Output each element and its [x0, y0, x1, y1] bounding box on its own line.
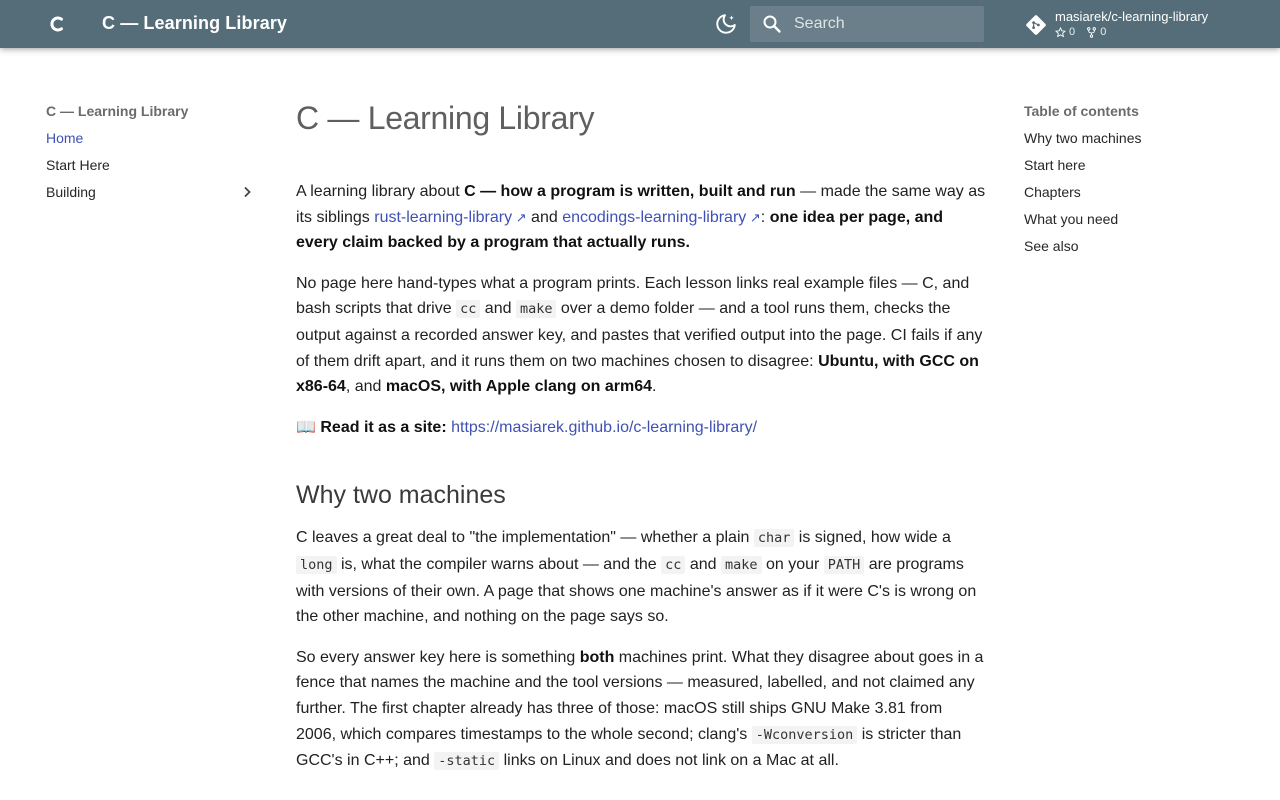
table-of-contents: [1024, 101, 1244, 256]
book-icon: 📖: [296, 418, 316, 436]
fork-icon: [1086, 27, 1097, 38]
bold-text: macOS, with Apple clang on arm64: [385, 378, 652, 396]
text: is, what the compiler warns about — and the: [336, 555, 662, 573]
inline-code: make: [721, 556, 762, 574]
text: links on Linux and does not link on a Mac at all.: [499, 752, 839, 770]
chevron-right-icon[interactable]: [238, 183, 256, 201]
nav-item-start-here[interactable]: Start Here: [46, 157, 110, 173]
inline-code: cc: [456, 300, 480, 318]
repo-forks: [1086, 26, 1106, 38]
search-box[interactable]: [750, 6, 984, 42]
repo-facts: [1055, 26, 1114, 41]
bold-text: one idea per page, and every claim backed by a program that actually runs.: [296, 208, 944, 252]
nav-item-building-label: Building: [46, 184, 96, 200]
text: on your: [761, 555, 824, 573]
primary-navigation: [46, 101, 258, 202]
text: are programs with versions of their own. A page that shows one machine's answer as if it were C's is wrong on the other machine, and nothing on the page says so.: [296, 555, 977, 626]
text: — made the same way as its siblings: [296, 183, 986, 226]
text: is signed, how wide a: [794, 529, 951, 547]
implementation-paragraph: [296, 525, 986, 629]
text: and: [685, 555, 721, 573]
site-link-paragraph: [296, 415, 986, 441]
search-icon: [762, 14, 782, 34]
bold-text: both: [579, 648, 615, 666]
text: is stricter than GCC's in C++; and: [296, 725, 962, 770]
verification-paragraph: [296, 271, 986, 400]
inline-code: -static: [434, 752, 499, 770]
toc-item-start-here[interactable]: Start here: [1024, 157, 1086, 173]
toc-item-why-two-machines[interactable]: Why two machines: [1024, 130, 1142, 146]
toc-item-see-also[interactable]: See also: [1024, 238, 1079, 254]
c-logo-icon[interactable]: [48, 14, 68, 34]
rust-library-link[interactable]: rust-learning-library ↗: [374, 209, 526, 226]
encodings-library-link[interactable]: encodings-learning-library ↗: [562, 209, 761, 226]
text: A learning library about: [296, 183, 465, 200]
top-header: [0, 0, 1280, 48]
site-title[interactable]: C — Learning Library: [102, 13, 288, 33]
star-icon: [1055, 27, 1066, 38]
main-content: [296, 96, 986, 775]
inline-code: -Wconversion: [752, 726, 858, 744]
text: .: [652, 378, 657, 396]
text: So every answer key here is something: [296, 648, 580, 666]
dark-mode-toggle-icon[interactable]: [714, 12, 738, 36]
text: C leaves a great deal to "the implementation" — whether a plain: [296, 529, 754, 547]
nav-item-home[interactable]: Home: [46, 130, 84, 146]
text: machines print. What they disagree about goes in a fence that names the machine and the tool versions — measured, labelled, and not claimed any further. The first chapter already has three of those: macOS still ships GNU Make 3.81 from 2006, which compares timestamps to the whole second; clang's: [296, 648, 984, 743]
bold-text: C — how a program is written, built and run: [464, 183, 796, 200]
nav-title: C — Learning Library: [46, 103, 189, 119]
repository-link[interactable]: [1024, 9, 1254, 41]
site-url-link[interactable]: https://masiarek.github.io/c-learning-library/: [451, 418, 758, 436]
git-icon: [1024, 13, 1048, 37]
page-title: C — Learning Library: [296, 100, 595, 136]
answer-key-paragraph: [296, 645, 986, 775]
repo-stars: [1055, 26, 1075, 38]
toc-item-chapters[interactable]: Chapters: [1024, 184, 1081, 200]
inline-code: char: [754, 529, 795, 547]
bold-text: Ubuntu, with GCC on x86-64: [296, 352, 979, 396]
inline-code: cc: [661, 556, 685, 574]
bold-text: Read it as a site:: [320, 418, 447, 436]
text: and: [480, 300, 516, 318]
stars-count: 0: [1069, 26, 1076, 38]
text: and: [526, 208, 563, 226]
inline-code: make: [516, 300, 557, 318]
toc-item-what-you-need[interactable]: What you need: [1024, 211, 1119, 227]
repo-name: masiarek/c-learning-library: [1055, 9, 1209, 24]
text: over a demo folder — and a tool runs them, checks the output against a recorded answer key, and pastes that verified output into the page. CI fails if any of them drift apart, and it runs them on two machines chosen to disagree:: [296, 300, 983, 370]
toc-title: Table of contents: [1024, 103, 1139, 119]
section-heading-why-two-machines: Why two machines: [296, 481, 506, 510]
text: :: [760, 208, 770, 226]
forks-count: 0: [1100, 26, 1107, 38]
text: No page here hand-types what a program prints. Each lesson links real example files — C, and bash scripts that drive: [296, 274, 970, 318]
inline-code: long: [296, 556, 337, 574]
inline-code: PATH: [824, 556, 865, 574]
text: , and: [345, 378, 386, 396]
search-input[interactable]: [794, 6, 974, 42]
nav-item-building[interactable]: [46, 175, 258, 202]
intro-paragraph: [296, 179, 986, 256]
